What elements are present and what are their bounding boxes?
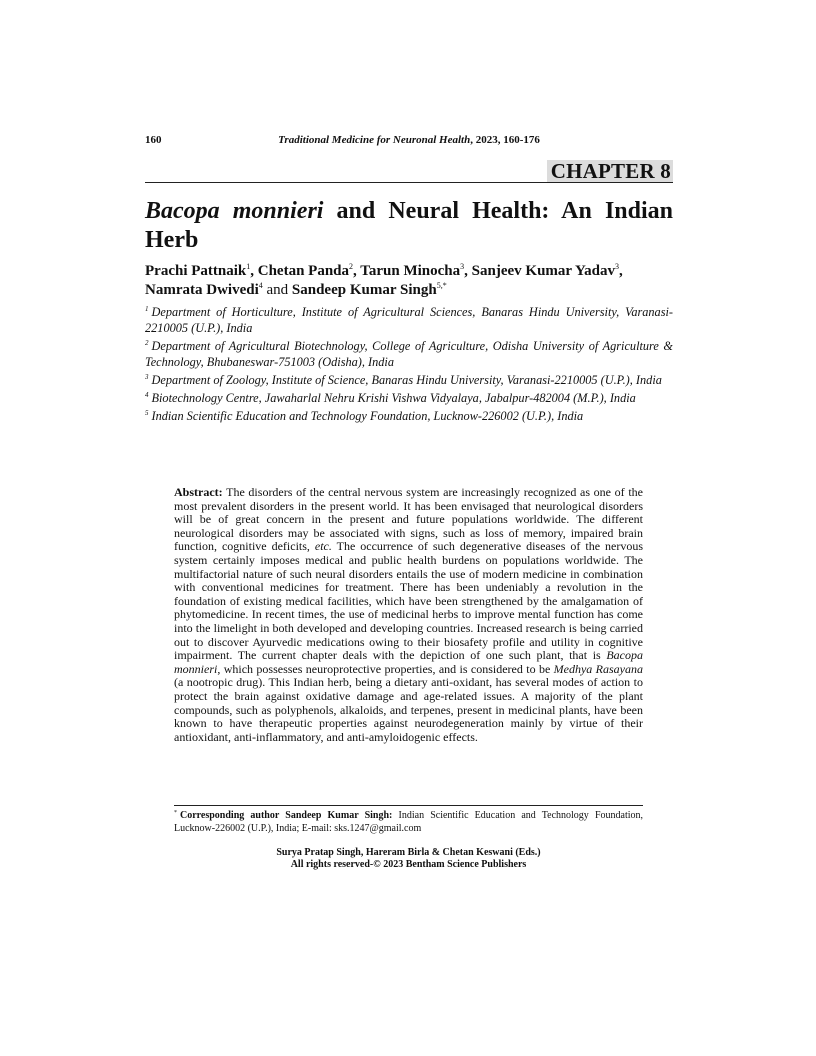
abstract-label: Abstract: — [174, 485, 223, 499]
affiliation-number: 3 — [145, 373, 149, 381]
author-affiliation-mark: 1 — [246, 262, 251, 271]
affiliation-item — [145, 390, 673, 406]
footnote-mark: * — [174, 810, 177, 816]
title-species: Bacopa monnieri — [145, 198, 324, 224]
author-name: Namrata Dwivedi — [145, 282, 259, 298]
title-rest: and Neural Health: An Indian Herb — [145, 198, 673, 253]
header-divider — [145, 182, 673, 183]
abstract-text-2: The occurrence of such degenerative diseases of the nervous system certainly imposes medical and public health burdens on populations worldwide. The multifactorial nature of such neural disorders entails the use of modern medicine in combination with conventional medicines for treatment. There has been undeniably a revolution in the foundation of existing medical facilities, which have been strengthened by the amalgamation of phytomedicine. In recent times, the use of medicinal herbs to improve mental function has come into the limelight in both developed and developing countries. Increased research is being carried out to discover Ayurvedic medications owing to their biosafety profile and utility in cognitive impairment. The current chapter deals with the depiction of one such plant, that is — [174, 539, 643, 663]
affiliation-item — [145, 338, 673, 370]
journal-details: , 2023, 160-176 — [470, 134, 540, 146]
affiliation-item — [145, 372, 673, 388]
abstract — [174, 486, 643, 744]
page-number: 160 — [145, 134, 162, 146]
author-affiliation-mark: 3 — [460, 262, 465, 271]
affiliation-text: Biotechnology Centre, Jawaharlal Nehru Krishi Vishwa Vidyalaya, Jabalpur-482004 (M.P.), India — [151, 391, 636, 405]
chapter-label: CHAPTER 8 — [547, 160, 673, 182]
author-name: Tarun Minocha — [360, 263, 461, 279]
author-list — [145, 262, 673, 300]
abstract-text-4: (a nootropic drug). This Indian herb, being a dietary anti-oxidant, has several modes of action to protect the brain against oxidative damage and age-related issues. A majority of the plant compounds, such as polyphenols, alkaloids, and terpenes, present in medicinal plants, have been known to have therapeutic properties against neurodegeneration mainly by virtue of their antioxidant, anti-inflammatory, and anti-amyloidogenic effects. — [174, 675, 643, 744]
rights-line: All rights reserved-© 2023 Bentham Science Publishers — [290, 859, 527, 870]
abstract-text-3: , which possesses neuroprotective properties, and is considered to be — [217, 661, 554, 676]
author-name: Sanjeev Kumar Yadav — [471, 263, 615, 279]
editors-line: Surya Pratap Singh, Hareram Birla & Chetan Keswani (Eds.) — [276, 847, 541, 858]
corresponding-author-footnote — [174, 810, 643, 835]
author-separator: , — [464, 263, 472, 279]
author-separator: , — [619, 263, 623, 279]
author-separator: and — [262, 282, 292, 298]
abstract-text-1: The disorders of the central nervous system are increasingly recognized as one of the most prevalent disorders in the present world. It has been envisaged that neurological disorders will be of great concern in the present and future populations worldwide. The different neurological disorders may be associated with signs, such as loss of memory, impaired brain function, cognitive deficits, — [174, 485, 643, 554]
abstract-medhya: Medhya Rasayana — [553, 661, 644, 676]
footnote-divider — [174, 805, 643, 806]
affiliation-text: Department of Horticulture, Institute of Agricultural Sciences, Banaras Hindu University, Varanasi-2210005 (U.P.), India — [145, 305, 673, 335]
author-affiliation-mark: 4 — [258, 281, 263, 290]
affiliation-number: 2 — [145, 339, 149, 347]
affiliation-list — [145, 304, 673, 426]
author-affiliation-mark: 2 — [349, 262, 354, 271]
abstract-species: Bacopa monnieri — [174, 648, 643, 676]
affiliation-text: Department of Zoology, Institute of Science, Banaras Hindu University, Varanasi-2210005 (U.P.), India — [151, 373, 662, 387]
affiliation-number: 1 — [145, 305, 149, 313]
footnote-text: Indian Scientific Education and Technology Foundation, Lucknow-226002 (U.P.), India; E-mail: sks.1247@gmail.com — [174, 810, 644, 834]
author-name: Prachi Pattnaik — [145, 263, 247, 279]
publisher-credits — [174, 847, 643, 871]
affiliation-text: Department of Agricultural Biotechnology, College of Agriculture, Odisha University of Agriculture & Technology, Bhubaneswar-751003 (Odisha), India — [145, 339, 673, 369]
author-separator: , — [353, 263, 361, 279]
author-affiliation-mark: 5,* — [436, 281, 447, 290]
author-name: Chetan Panda — [257, 263, 350, 279]
abstract-etc: etc. — [314, 539, 332, 554]
author-affiliation-mark: 3 — [615, 262, 619, 271]
author-name: Sandeep Kumar Singh — [291, 282, 437, 298]
author-separator: , — [250, 263, 258, 279]
chapter-title — [145, 197, 673, 255]
affiliation-text: Indian Scientific Education and Technology Foundation, Lucknow-226002 (U.P.), India — [151, 409, 584, 423]
footnote-label: Corresponding author Sandeep Kumar Singh: — [180, 810, 393, 821]
affiliation-item — [145, 408, 673, 424]
journal-citation — [145, 133, 673, 147]
affiliation-number: 4 — [145, 391, 149, 399]
affiliation-number: 5 — [145, 409, 149, 417]
affiliation-item — [145, 304, 673, 336]
journal-title: Traditional Medicine for Neuronal Health — [278, 134, 471, 146]
